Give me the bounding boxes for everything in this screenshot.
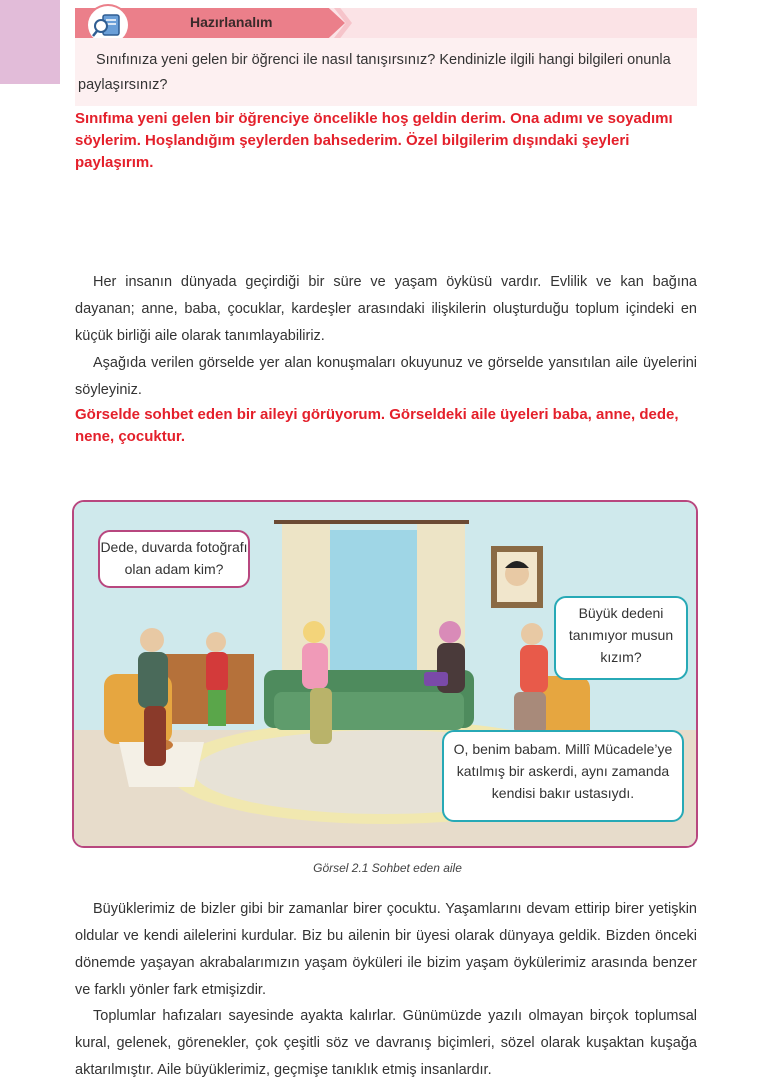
speech-bubble-girl: Dede, duvarda fotoğrafı olan adam kim? (98, 530, 250, 588)
family-illustration (72, 500, 698, 848)
speech-bubble-grandpa: Büyük dedeni tanımıyor musun kızım? (554, 596, 688, 680)
body-paragraph-3: Büyüklerimiz de bizler gibi bir zamanlar birer çocuktu. Yaşamlarını devam ettirip birer yetişkin oldular ve kendi ailelerini kurdular. Biz bu ailenin bir üyesi olarak dünyaya geldik. Bizden önceki dönemde yaşayan akrabalarımızın yaşam öyküleri ile bizim yaşam öykülerimiz arasında benzer ve farklı yönler fark etmişizdir. (75, 901, 697, 998)
intro-paragraph-2: Aşağıda verilen görselde yer alan konuşmaları okuyunuz ve görselde yansıtılan aile üyelerini söyleyiniz. (75, 355, 697, 398)
prepare-question: Sınıfınıza yeni gelen bir öğrenci ile nasıl tanışırsınız? Kendinizle ilgili hangi bilgileri onunla paylaşırsınız? (78, 52, 671, 93)
intro-paragraph-1: Her insanın dünyada geçirdiği bir süre ve yaşam öyküsü vardır. Evlilik ve kan bağına dayanan; anne, baba, çocuklar, kardeşler arasındaki ilişkilerin oluşturduğu toplum içindeki en küçük birliği aile olarak tanımlayabiliriz. (75, 274, 697, 344)
prepare-answer: Sınıfıma yeni gelen bir öğrenciye öncelikle hoş geldin derim. Ona adımı ve soyadımı söylerim. Hoşlandığım şeylerden bahsederim. Özel bilgilerim dışındaki şeyleri paylaşırım. (75, 110, 673, 171)
body-paragraph-4: Toplumlar hafızaları sayesinde ayakta kalırlar. Günümüzde yazılı olmayan birçok toplumsal kural, gelenek, görenekler, çok çeşitli söz ve davranış biçimleri, sözel olarak kuşaktan kuşağa aktarılmıştır. Aile büyüklerimiz, geçmişe tanıklık etmiş insanlardır. (75, 1008, 697, 1078)
page-corner-tab (0, 0, 60, 84)
figure-caption: Görsel 2.1 Sohbet eden aile (313, 861, 462, 875)
section-title: Hazırlanalım (190, 14, 273, 30)
speech-bubble-father: O, benim babam. Millî Mücadele’ye katılmış bir askerdi, aynı zamanda kendisi bakır ustasıydı. (442, 730, 684, 822)
figure-answer: Görselde sohbet eden bir aileyi görüyorum. Görseldeki aile üyeleri baba, anne, dede, nene, çocuktur. (75, 406, 679, 445)
